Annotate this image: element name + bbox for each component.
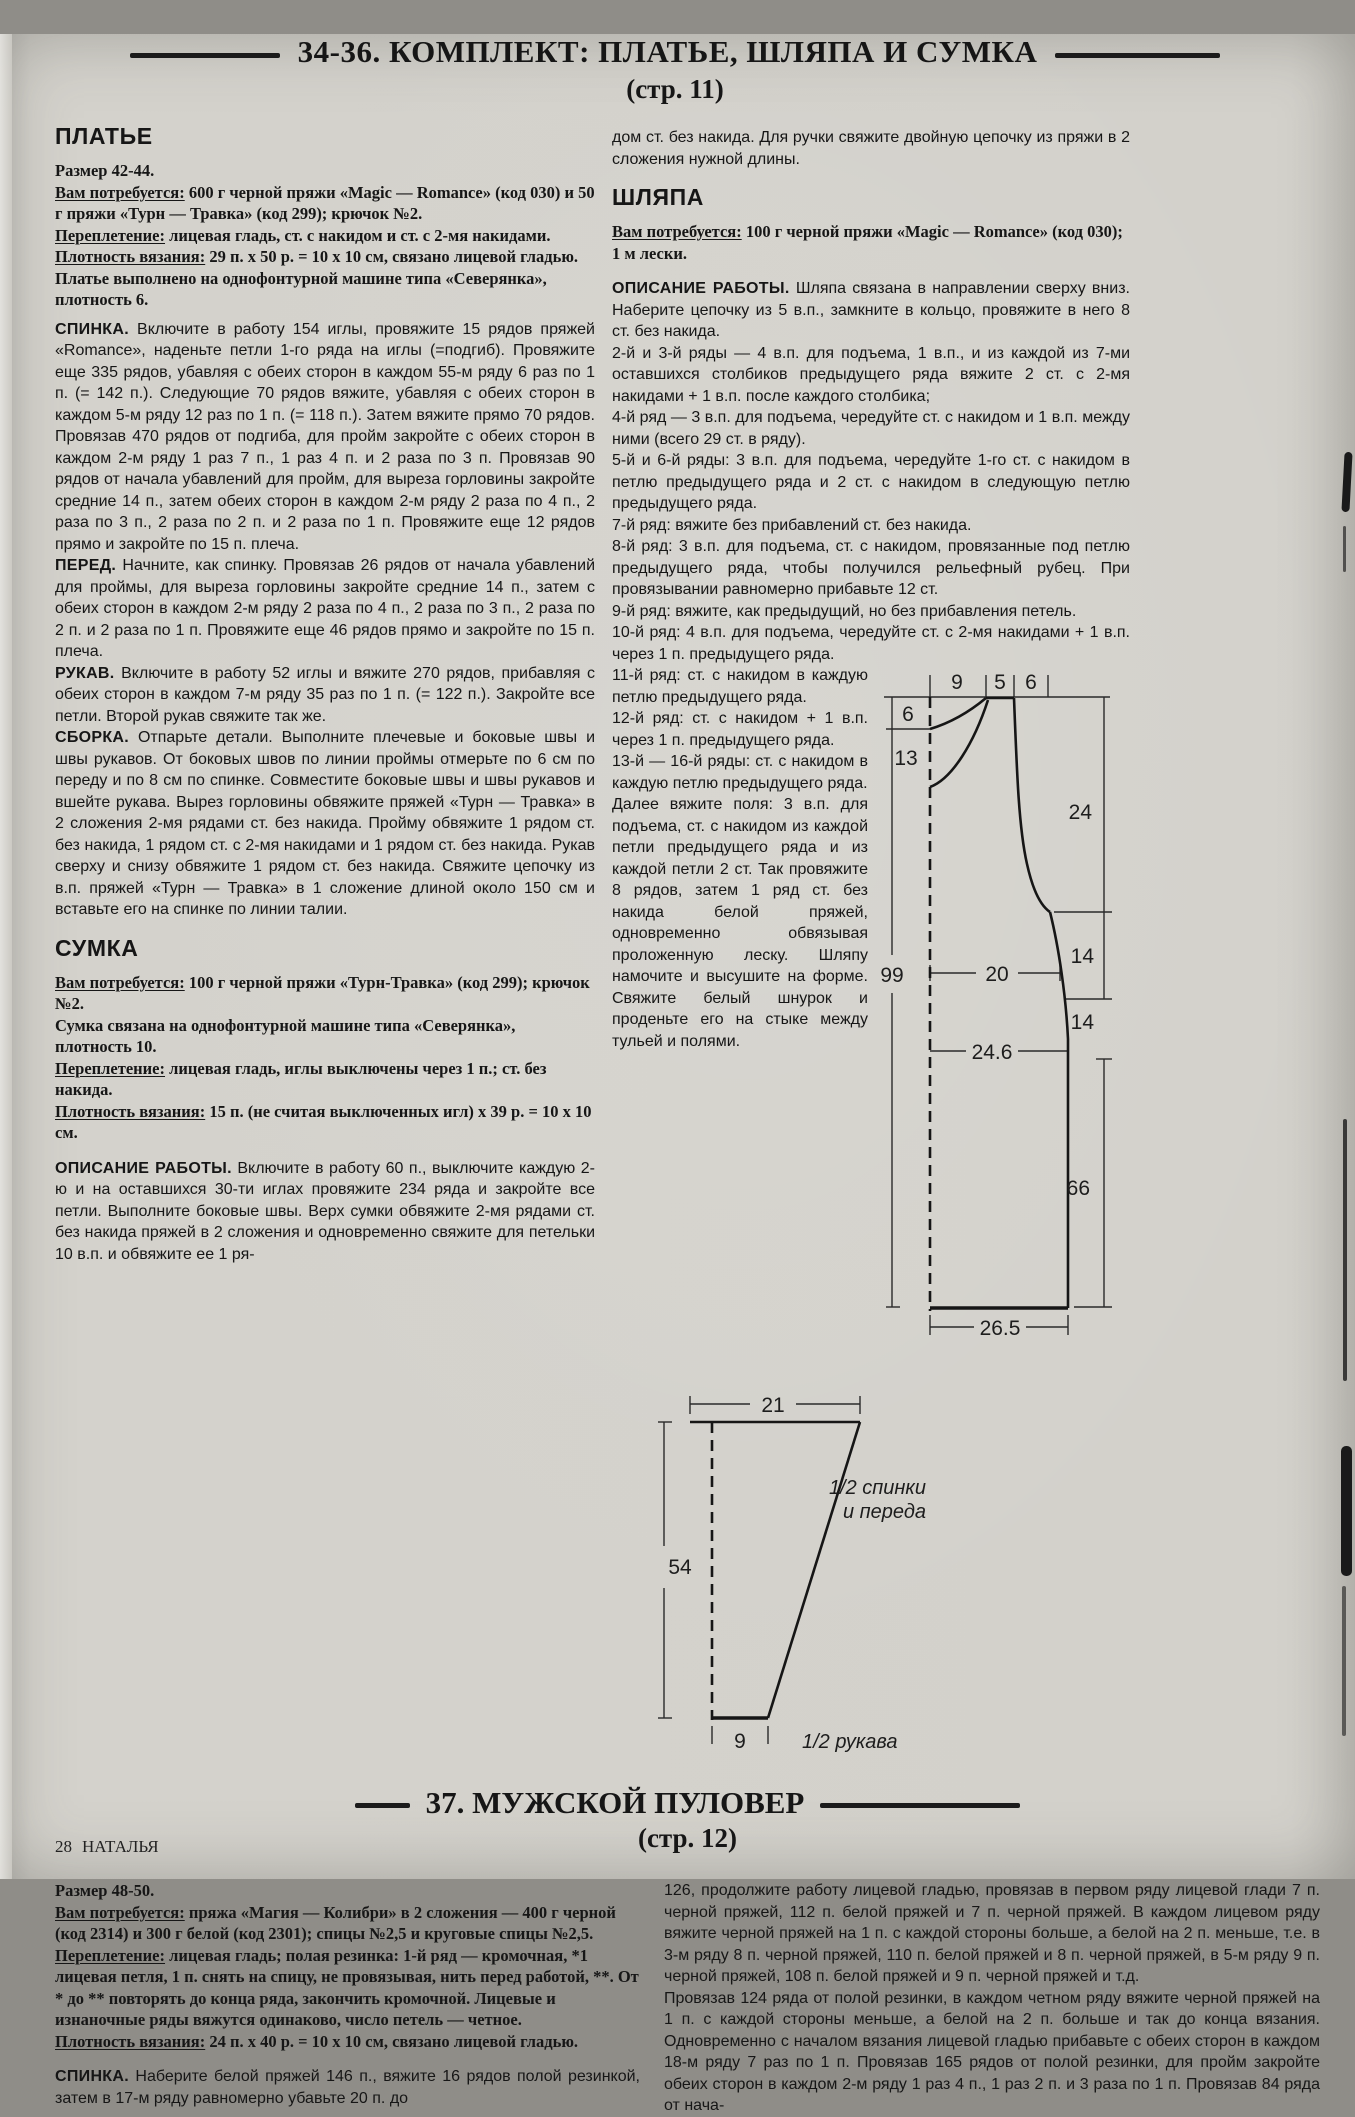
pullover-size: Размер 48-50.: [55, 1881, 155, 1900]
dim-label: 99: [880, 964, 904, 987]
hat-row: 5-й и 6-й ряды: 3 в.п. для подъема, чередуйте 1-го ст. с накидом в петлю предыдущего ряда и 2 ст. с накидом в следующую петлю предыдущего ряда.: [612, 452, 1130, 512]
dim-label: 9: [734, 1730, 746, 1753]
dress-size: Размер 42-44.: [55, 161, 155, 180]
front-lead: ПЕРЕД.: [55, 557, 117, 574]
hat-work-text: Шляпа связана в направлении сверху вниз. Наберите цепочку из 5 в.п., замкните в кольцо, провяжите в него 8 ст. без накида.: [612, 280, 1130, 340]
assembly-lead: СБОРКА.: [55, 729, 130, 746]
dress-schematic-drawing: [878, 667, 1130, 1367]
dress-materials: [55, 182, 595, 225]
sleeve-text: Включите в работу 52 иглы и вяжите 270 рядов, прибавляя с обеих сторон в каждом 7-м ряду 35 раз по 1 п. (= 122 п.). Закройте все петли. Второй рукав свяжите так же.: [55, 664, 595, 725]
sleeve-schematic-drawing: [650, 1388, 930, 1754]
magazine-page: [0, 34, 1355, 2114]
dim-label: 13: [894, 747, 918, 770]
dress-assembly-paragraph: [55, 727, 595, 921]
bag-work-paragraph: [55, 1158, 595, 1266]
hat-row: 11-й ряд: ст. с накидом в каждую петлю предыдущего ряда.: [612, 667, 868, 706]
dim-label: 5: [994, 671, 1006, 694]
binding-mark: [1342, 1586, 1346, 1736]
binding-mark: [1343, 1119, 1347, 1381]
hat-row: 9-й ряд: вяжите, как предыдущий, но без прибавления петель.: [612, 602, 1077, 620]
dim-label: 21: [761, 1394, 785, 1417]
dress-caption-line1: 1/2 спинки: [828, 1477, 926, 1499]
column-left: [55, 121, 595, 1265]
hat-row: 4-й ряд — 3 в.п. для подъема, чередуйте ст. с накидом и 1 в.п. между ними (всего 29 ст. в ряду).: [612, 409, 1130, 448]
dim-label: 24: [1068, 801, 1092, 824]
pullover-columns: [55, 1880, 1320, 2117]
bag-need-lead: Вам потребуется:: [55, 972, 185, 992]
bag-work-text: Включите в работу 60 п., выключите каждую 2-ю и на оставшихся 30-ти иглах провяжите 234 ряда и закройте все петли. Выполните боковые швы. Верх сумки обвяжите 2-мя рядами ст. без накида пряжей в 2 сложения и одновременно свяжите для петельки 10 в.п. и обвяжите ее 1 ря-: [55, 1159, 596, 1263]
bag-weave: [55, 1058, 595, 1101]
bag-gauge-lead: Плотность вязания:: [55, 1101, 206, 1121]
hat-work-lead: ОПИСАНИЕ РАБОТЫ.: [612, 280, 790, 297]
dress-sleeve-paragraph: [55, 663, 595, 728]
gauge-text: 29 п. х 50 р. = 10 х 10 см, связано лицевой гладью.: [205, 247, 579, 266]
pullover-need-text: пряжа «Магия — Колибри» в 2 сложения — 400 г черной (код 2314) и 300 г белой (код 2301); спицы №2,5 и круговые спицы №2,5.: [55, 1902, 616, 1943]
bag-weave-lead: Переплетение:: [55, 1058, 166, 1078]
hat-row: 8-й ряд: 3 в.п. для подъема, ст. с накидом, провязанные под петлю предыдущего ряда, чтобы получился рельефный рубец. При провязывании равномерно прибавьте 12 ст.: [612, 538, 1130, 598]
binding-mark: [1341, 452, 1352, 512]
hat-need-text: 100 г черной пряжи «Magic — Romance» (код 030); 1 м лески.: [612, 222, 1123, 263]
dress-front-paragraph: [55, 555, 595, 663]
pullover-materials: [55, 1902, 640, 1945]
weave-lead: Переплетение:: [55, 225, 166, 245]
pullover-weave-text: лицевая гладь; полая резинка: 1-й ряд — кромочная, *1 лицевая петля, 1 п. снять на спицу, не провязывая, нить перед работой, **. От * до ** повторять до конца ряда, закончить кромочной. Лицевые и изнаночные ряды вяжутся одинаково, число петель — четное.: [55, 1945, 639, 2029]
sleeve-lead: РУКАВ.: [55, 664, 115, 682]
sleeve-schematic: [650, 1388, 930, 1759]
pullover-gauge: [55, 2031, 640, 2053]
hat-need-lead: Вам потребуется:: [612, 222, 742, 241]
dim-label: 14: [1070, 1011, 1094, 1034]
dim-label: 6: [1025, 671, 1037, 694]
hat-row: 10-й ряд: 4 в.п. для подъема, чередуйте ст. с 2-мя накидами + 1 в.п. через 1 п. предыдущего ряда.: [612, 624, 1130, 663]
bag-continuation-paragraph: дом ст. без накида. Для ручки свяжите двойную цепочку из пряжи в 2 сложения нужной длины.: [612, 129, 1130, 168]
hat-heading: ШЛЯПА: [612, 184, 704, 210]
page-footer: [55, 1837, 159, 1857]
dress-heading: ПЛАТЬЕ: [55, 123, 153, 149]
scan-edge: [0, 34, 12, 1879]
pullover-back-lead: СПИНКА.: [55, 2068, 129, 2085]
bag-materials: [55, 972, 595, 1015]
page-number: 28: [55, 1837, 72, 1856]
page-header: [55, 34, 1295, 105]
dim-label: 54: [668, 1556, 692, 1579]
front-text: Начните, как спинку. Провязав 26 рядов от начала убавлений для проймы, для выреза горловины закройте средние 14 п., затем с обеих сторон в каждом 2-м ряду 2 раза по 4 п., 2 раза по 3 п., 2 раза по 2 п. и 2 раза по 1 п. Провяжите еще 46 рядов прямо и закройте по 15 п. плеча.: [55, 557, 595, 660]
dim-label: 20: [985, 963, 1009, 986]
pullover-gauge-text: 24 п. х 40 р. = 10 х 10 см, связано лицевой гладью.: [205, 2031, 579, 2051]
dress-back-paragraph: [55, 319, 595, 556]
need-text: 600 г черной пряжи «Magic — Romance» (код 030) и 50 г пряжи «Турн — Травка» (код 299); крючок №2.: [55, 182, 595, 223]
binding-mark: [1341, 1446, 1352, 1576]
pullover-need-lead: Вам потребуется:: [55, 1902, 185, 1922]
bag-weave-text: лицевая гладь, иглы выключены через 1 п.; ст. без накида.: [55, 1058, 547, 1099]
dress-caption-line2: и переда: [842, 1501, 926, 1523]
dress-machine-note: Платье выполнено на однофонтурной машине типа «Северянка», плотность 6.: [55, 268, 547, 309]
pullover-gauge-lead: Плотность вязания:: [55, 2031, 206, 2051]
gauge-lead: Плотность вязания:: [55, 247, 206, 266]
bag-machine-note: Сумка связана на однофонтурной машине типа «Северянка», плотность 10.: [55, 1015, 516, 1056]
need-lead: Вам потребуется:: [55, 182, 185, 202]
hat-row: 13-й — 16-й ряды: ст. с накидом в каждую петлю предыдущего ряда.: [612, 753, 868, 792]
back-text: Включите в работу 154 иглы, провяжите 15 рядов пряжей «Romance», наденьте петли 1-го ряда на иглы (=подгиб). Провяжите еще 335 рядов, убавляя с обеих сторон в каждом 55-м ряду 6 раз по 1 п. (= 142 п.). Следующие 70 рядов вяжите, убавляя с обеих сторон в каждом 5-м ряду 12 раз по 1 п. (= 118 п.). Затем вяжите прямо 70 рядов. Провязав 470 рядов от подгиба, для пройм закройте с обеих сторон в каждом 2-м ряду 1 раз 7 п., 1 раз 4 п. и 2 раза по 3 п. Провязав 90 рядов от начала убавлений для пройм, для выреза горловины закройте средние 14 п., затем обеих сторон в каждом 2-м ряду 2 раза по 4 п., 2 раза по 3 п., 2 раза по 2 п. и 2 раза по 1 п. Провяжите еще 12 рядов прямо и закройте по 15 п. плеча.: [55, 320, 595, 553]
pullover-rule-right: [820, 1803, 1020, 1808]
dim-label: 6: [902, 703, 914, 726]
pullover-header: [55, 1785, 1320, 1854]
pullover-weave-lead: Переплетение:: [55, 1945, 166, 1965]
bag-heading: СУМКА: [55, 934, 139, 961]
pullover-weave: [55, 1945, 640, 2031]
binding-mark: [1343, 526, 1346, 572]
title-rule-right: [1055, 53, 1220, 58]
magazine-name: НАТАЛЬЯ: [82, 1837, 159, 1856]
dress-gauge: [55, 246, 595, 268]
dim-label: 14: [1070, 945, 1094, 968]
dim-label: 66: [1066, 1177, 1090, 1200]
pullover-subtitle: (стр. 12): [637, 1823, 738, 1853]
title-rule-left: [130, 53, 280, 58]
pullover-rule-left: [355, 1803, 410, 1808]
bag-gauge-text: 15 п. (не считая выключенных игл) х 39 р. = 10 х 10 см.: [55, 1101, 592, 1142]
pullover-continuation-1: 126, продолжите работу лицевой гладью, провязав в первом ряду лицевой глади 7 п. черной пряжей, 112 п. белой пряжей и 7 п. черной пряжей. В каждом лицевом ряду вяжите черной пряжей на 1 п. с каждой стороны больше, а белой на 2 п. меньше, т.е. в 3-м ряду 8 п. черной пряжей, 110 п. белой пряжей и 8 п. черной пряжей, в 5-м ряду 9 п. черной пряжей, 108 п. белой пряжей и 9 п. черной пряжей и т.д.: [664, 1882, 1320, 1985]
pullover-back-paragraph: [55, 2066, 640, 2109]
top-columns: [55, 121, 1130, 1759]
dim-label: 26.5: [979, 1317, 1021, 1340]
hat-row: 7-й ряд: вяжите без прибавлений ст. без накида.: [612, 516, 972, 534]
assembly-text: Отпарьте детали. Выполните плечевые и боковые швы и швы рукавов. От боковых швов по линии проймы отмерьте по 6 см по переду и по 8 см по спинке. Совместите боковые швы и швы рукавов и вшейте рукава. Вырез горловины обвяжите пряжей «Турн — Травка» в 2 сложения 2-мя рядами ст. без накида. Пройму обвяжите 1 рядом ст. без накида, 1 рядом ст. с 2-мя накидами и 1 рядом ст. без накида. Рукав сверху и снизу обвяжите 1 рядом ст. без накида. Свяжите цепочку из в.п. пряжей «Турн — Травка» в 1 сложение длиной около 150 см и вставьте его на спинке по линии талии.: [55, 729, 595, 918]
column-right: [612, 121, 1130, 1759]
bag-need-text: 100 г черной пряжи «Турн-Травка» (код 299); крючок №2.: [55, 972, 590, 1013]
weave-text: лицевая гладь, ст. с накидом и ст. с 2-мя накидами.: [165, 225, 551, 245]
dim-label: 24.6: [971, 1041, 1013, 1064]
pullover-column-right: [664, 1880, 1320, 2117]
dim-label: 9: [951, 671, 963, 694]
page-title: 34-36. КОМПЛЕКТ: ПЛАТЬЕ, ШЛЯПА И СУМКА: [297, 34, 1038, 69]
pullover-continuation-2: Провязав 124 ряда от полой резинки, в каждом четном ряду вяжите черной пряжей на 1 п. с каждой стороны меньше, а белой на 2 п. больше и так до конца вязания. Одновременно с началом вязания лицевой гладью прибавьте с обеих сторон в каждом 18-м ряду 7 раз по 1 п. Провязав 165 рядов от полой резинки, для пройм закройте обеих сторон в каждом 2-м ряду 1 раз 4 п., 1 раз 2 п. и 3 раза по 1 п. Провязав 84 ряда от нача-: [664, 1989, 1320, 2114]
hat-work-paragraph: [612, 278, 1130, 343]
hat-row: 12-й ряд: ст. с накидом + 1 в.п. через 1 п. предыдущего ряда.: [612, 710, 868, 749]
hat-row: 2-й и 3-й ряды — 4 в.п. для подъема, 1 в.п., и из каждой из 7-ми оставшихся столбиков предыдущего ряда вяжите 2 ст. с 2-мя накидами + 1 в.п. после каждого столбика;: [612, 344, 1130, 405]
page-subtitle: (стр. 11): [626, 74, 724, 104]
bag-gauge: [55, 1101, 595, 1144]
hat-row: Далее вяжите поля: 3 в.п. для подъема, ст. с накидом из каждой петли предыдущего ряда и из каждой петли 2 ст. Так провяжите 8 рядов, затем 1 ряд ст. без накида белой пряжей, одновременно обвязывая проложенную леску. Шляпу намочите и высушите на форме. Свяжите белый шнурок и проденьте его на стыке между тульей и полями.: [612, 796, 868, 1050]
hat-materials: [612, 221, 1130, 264]
pullover-column-left: [55, 1880, 640, 2109]
sleeve-caption: 1/2 рукава: [802, 1731, 898, 1753]
pullover-back-text: Наберите белой пряжей 146 п., вяжите 16 рядов полой резинкой, затем в 17-м ряду равномерно убавьте 20 п. до: [55, 2068, 640, 2107]
bag-work-lead: ОПИСАНИЕ РАБОТЫ.: [55, 1159, 232, 1177]
dress-weave: [55, 225, 595, 247]
back-lead: СПИНКА.: [55, 320, 129, 338]
pullover-title: 37. МУЖСКОЙ ПУЛОВЕР: [425, 1785, 805, 1820]
dress-schematic: [878, 667, 1130, 1372]
